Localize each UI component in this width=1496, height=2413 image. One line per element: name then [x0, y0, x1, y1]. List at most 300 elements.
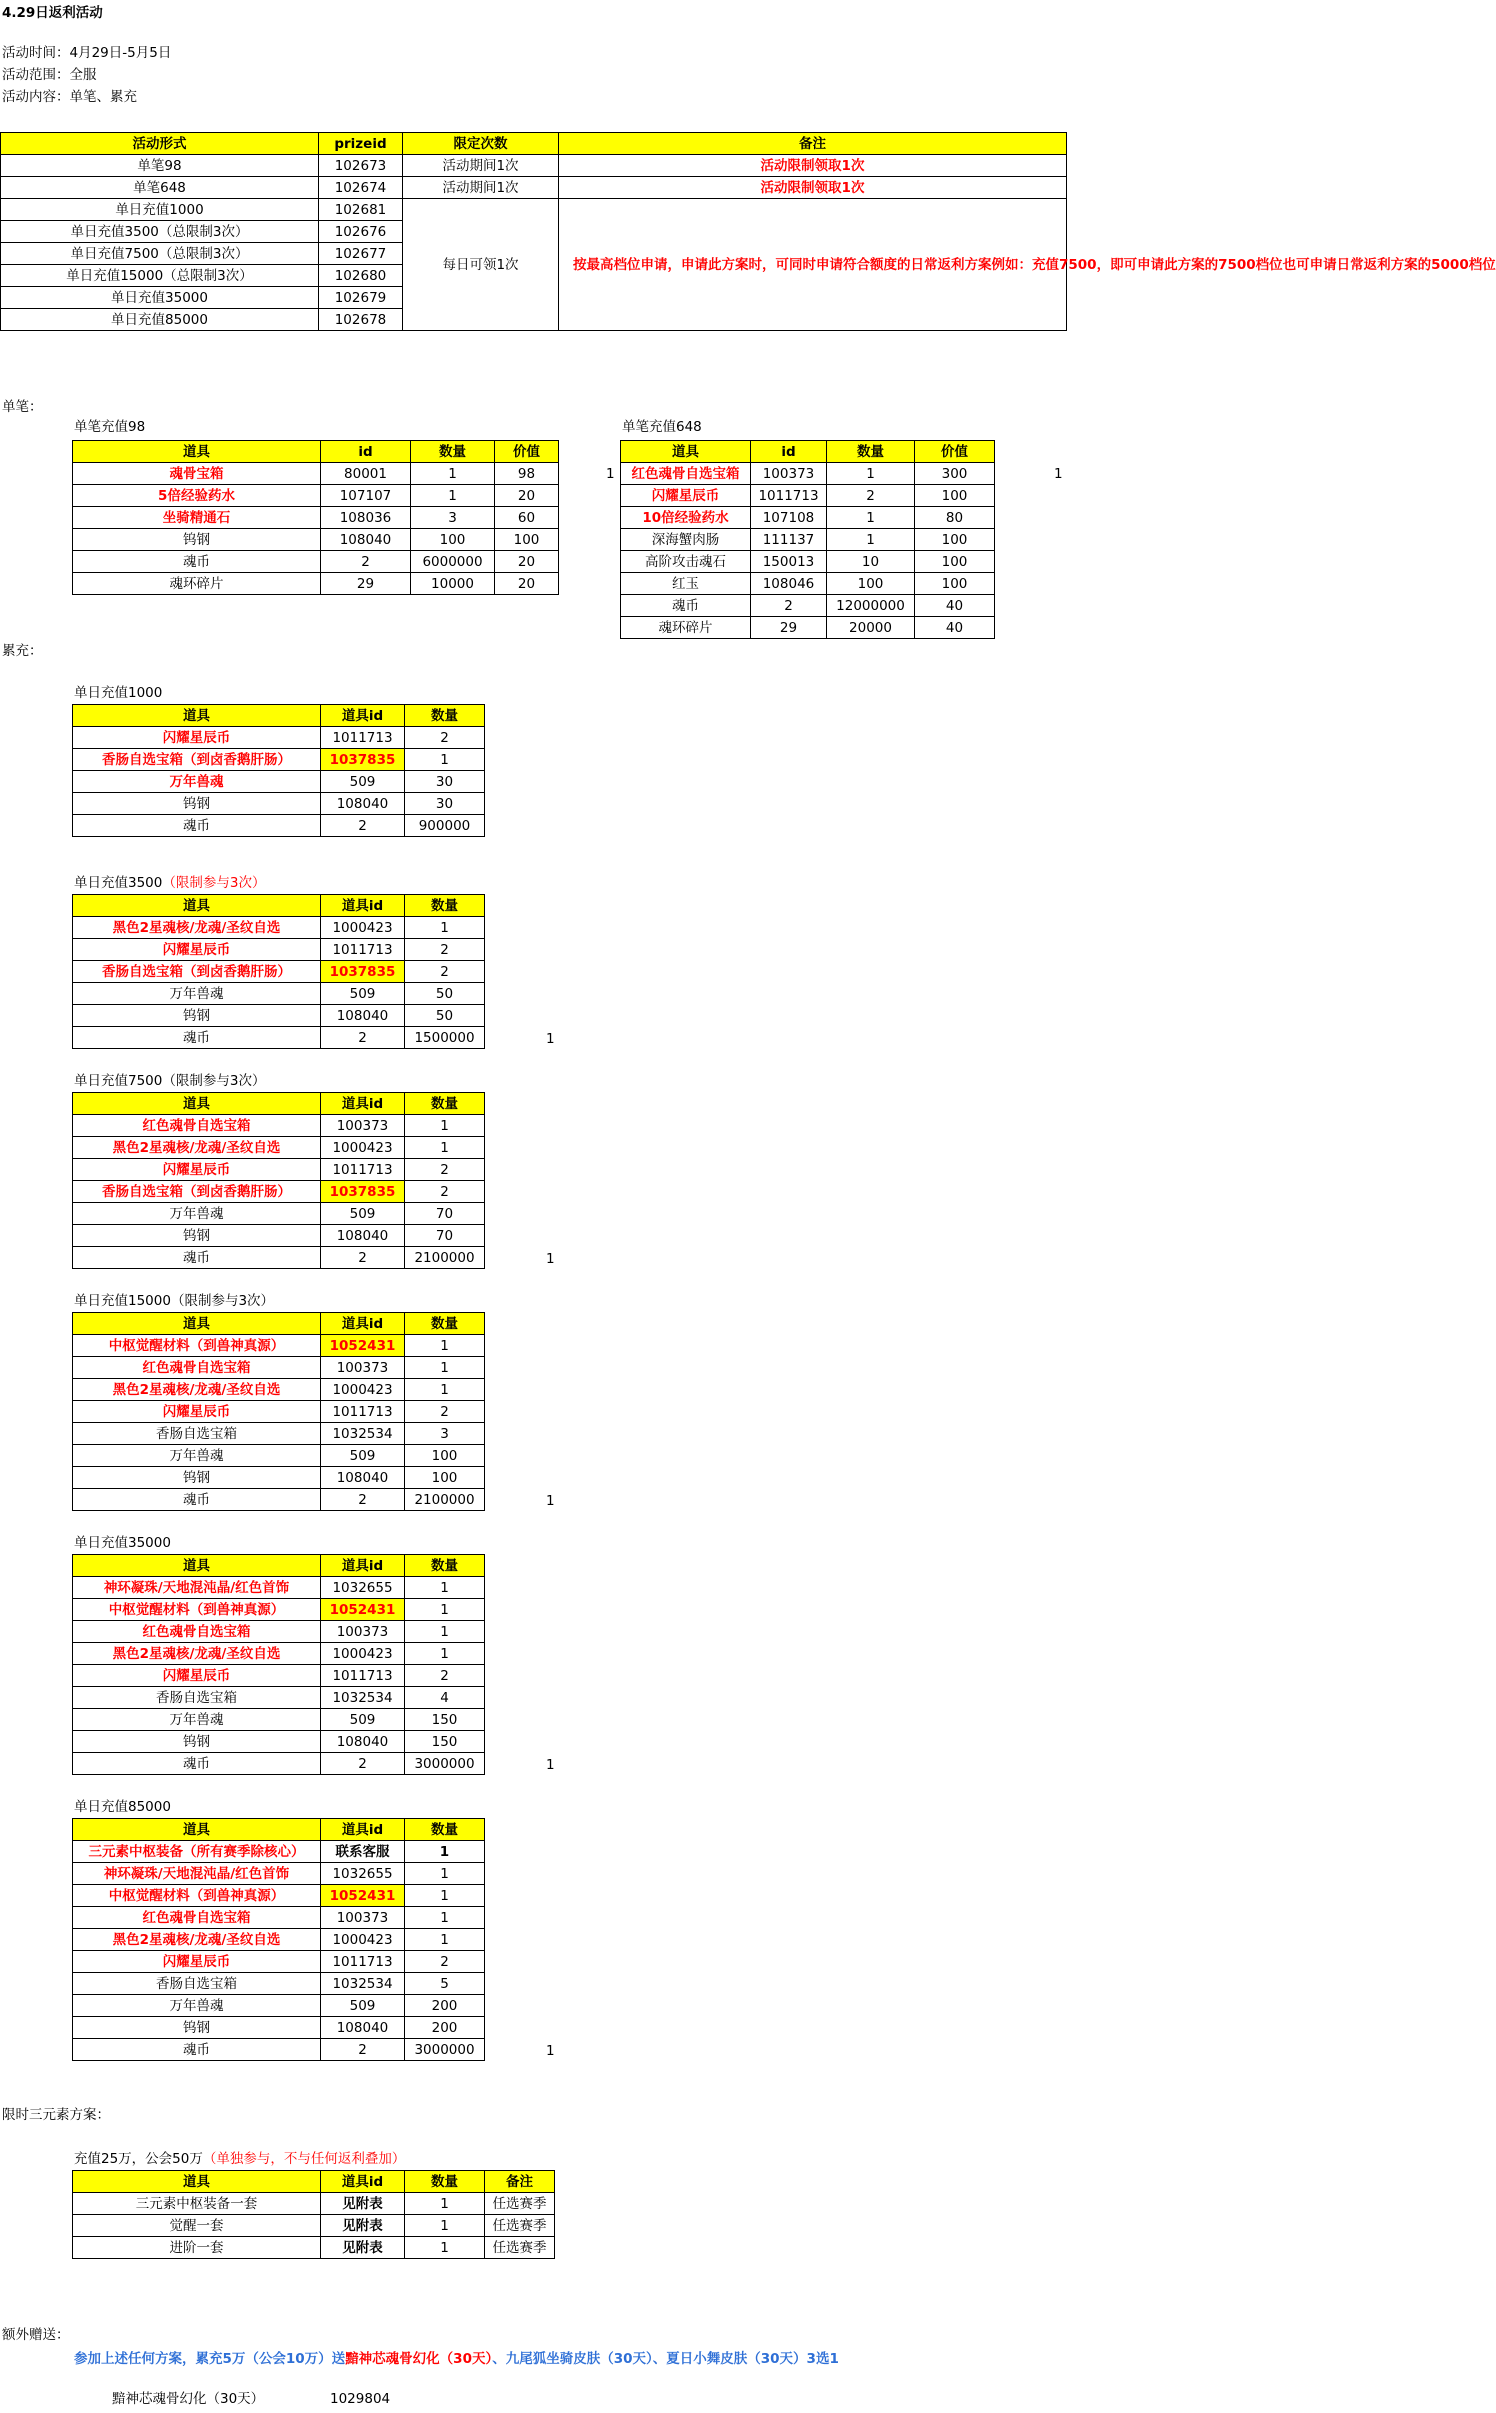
item-cell: 钨钢: [73, 1731, 321, 1753]
merged-limit-cell: 每日可领1次: [403, 199, 559, 331]
table-row: [621, 507, 995, 529]
note-cell: 任选赛季: [485, 2193, 555, 2215]
qty-cell: 2: [405, 1181, 485, 1203]
header-cell: 道具: [73, 1819, 321, 1841]
id-cell: 102674: [319, 177, 403, 199]
id-cell: 1037835: [321, 961, 405, 983]
table-row: [73, 1203, 485, 1225]
id-cell: 1000423: [321, 1137, 405, 1159]
value-cell: 40: [915, 617, 995, 639]
qty-cell: 2: [405, 1401, 485, 1423]
item-cell: 黑色2星魂核/龙魂/圣纹自选: [73, 1643, 321, 1665]
id-cell: 108040: [321, 793, 405, 815]
qty-cell: 1: [405, 1885, 485, 1907]
table-row: [1, 199, 1067, 221]
item-cell: 三元素中枢装备（所有赛季除核心）: [73, 1841, 321, 1863]
side-count: 1: [546, 1493, 555, 1509]
qty-cell: 3: [405, 1423, 485, 1445]
item-cell: 钨钢: [73, 1225, 321, 1247]
table-row: [73, 749, 485, 771]
value-cell: 100: [495, 529, 559, 551]
qty-cell: 2: [405, 727, 485, 749]
id-cell: 1032655: [321, 1863, 405, 1885]
qty-cell: 150: [405, 1709, 485, 1731]
id-cell: 102676: [319, 221, 403, 243]
gift-highlight: 黯神芯魂骨幻化（30天）: [345, 2351, 493, 2367]
item-cell: 10倍经验药水: [621, 507, 751, 529]
gift-prefix: 参加上述任何方案，累充5万（公会10万）送: [74, 2351, 346, 2367]
table-row: [73, 2193, 555, 2215]
table-row: [73, 771, 485, 793]
table-row: [73, 1247, 485, 1269]
table-header-row: [73, 895, 485, 917]
title-text: 充值25万，公会50万: [74, 2151, 203, 2167]
note-cell: 任选赛季: [485, 2215, 555, 2237]
qty-cell: 3000000: [405, 2039, 485, 2061]
item-cell: 钨钢: [73, 1005, 321, 1027]
item-cell: 万年兽魂: [73, 771, 321, 793]
value-cell: 60: [495, 507, 559, 529]
form-cell: 单笔648: [1, 177, 319, 199]
qty-cell: 4: [405, 1687, 485, 1709]
item-cell: 香肠自选宝箱: [73, 1423, 321, 1445]
id-cell: 1000423: [321, 1643, 405, 1665]
id-cell: 1032534: [321, 1973, 405, 1995]
id-cell: 100373: [321, 1115, 405, 1137]
id-cell: 100373: [321, 1907, 405, 1929]
table-row: [73, 1181, 485, 1203]
header-cell: 道具id: [321, 1093, 405, 1115]
item-cell: 香肠自选宝箱（到卤香鹅肝肠）: [73, 749, 321, 771]
table-row: [73, 1577, 485, 1599]
side-count: 1: [606, 466, 615, 482]
table-header-row: [621, 441, 995, 463]
qty-cell: 30: [405, 793, 485, 815]
item-cell: 闪耀星辰币: [73, 1665, 321, 1687]
qty-cell: 1: [405, 1335, 485, 1357]
item-cell: 中枢觉醒材料（到兽神真源）: [73, 1885, 321, 1907]
id-cell: 2: [321, 815, 405, 837]
header-cell: 数量: [405, 895, 485, 917]
value-cell: 20: [495, 551, 559, 573]
item-cell: 魂骨宝箱: [73, 463, 321, 485]
table-header-row: [73, 705, 485, 727]
id-cell: 108040: [321, 1225, 405, 1247]
header-cell: 道具: [73, 2171, 321, 2193]
id-cell: 100373: [321, 1621, 405, 1643]
id-cell: 2: [321, 1489, 405, 1511]
item-cell: 5倍经验药水: [73, 485, 321, 507]
item-cell: 红色魂骨自选宝箱: [73, 1357, 321, 1379]
value-cell: 20: [495, 485, 559, 507]
table-row: [73, 1159, 485, 1181]
table-row: [73, 1753, 485, 1775]
overview-table: [0, 132, 1496, 331]
table-row: [73, 1731, 485, 1753]
table-row: [73, 983, 485, 1005]
qty-cell: 1: [405, 1929, 485, 1951]
table-row: [621, 617, 995, 639]
item-cell: 钨钢: [73, 793, 321, 815]
id-cell: 见附表: [321, 2237, 405, 2259]
extra-gift-text: [74, 2350, 839, 2368]
id-cell: 102673: [319, 155, 403, 177]
header-cell: 数量: [405, 1313, 485, 1335]
header-cell: 活动形式: [1, 133, 319, 155]
qty-cell: 1: [405, 1137, 485, 1159]
item-cell: 魂币: [73, 1753, 321, 1775]
qty-cell: 50: [405, 983, 485, 1005]
table-row: [73, 793, 485, 815]
item-cell: 黑色2星魂核/龙魂/圣纹自选: [73, 1137, 321, 1159]
item-cell: 钨钢: [73, 1467, 321, 1489]
form-cell: 单日充值3500（总限制3次）: [1, 221, 319, 243]
item-cell: 钨钢: [73, 529, 321, 551]
item-cell: 坐骑精通石: [73, 507, 321, 529]
cum-7500-table: [72, 1092, 485, 1269]
id-cell: 509: [321, 1995, 405, 2017]
qty-cell: 1: [405, 2215, 485, 2237]
header-cell: 数量: [411, 441, 495, 463]
note-cell: 任选赛季: [485, 2237, 555, 2259]
header-cell: 道具id: [321, 895, 405, 917]
item-cell: 香肠自选宝箱: [73, 1973, 321, 1995]
table-row: [1, 177, 1067, 199]
limit-cell: 活动期间1次: [403, 155, 559, 177]
id-cell: 108040: [321, 1467, 405, 1489]
item-cell: 魂币: [73, 1489, 321, 1511]
id-cell: 150013: [751, 551, 827, 573]
form-cell: 单日充值1000: [1, 199, 319, 221]
id-cell: 108046: [751, 573, 827, 595]
id-cell: 1032534: [321, 1687, 405, 1709]
value-cell: 100: [915, 573, 995, 595]
table-title-98: 单笔充值98: [74, 419, 146, 435]
table-row: [73, 2215, 555, 2237]
page-title: 4.29日返利活动: [2, 5, 103, 21]
table-title-35000: 单日充值35000: [74, 1535, 171, 1551]
header-cell: 道具: [73, 1093, 321, 1115]
header-cell: 价值: [915, 441, 995, 463]
item-cell: 中枢觉醒材料（到兽神真源）: [73, 1335, 321, 1357]
table-row: [73, 1973, 485, 1995]
table-row: [73, 1005, 485, 1027]
header-cell: 备注: [485, 2171, 555, 2193]
table-row: [621, 463, 995, 485]
limit-cell: 活动期间1次: [403, 177, 559, 199]
table-row: [73, 1709, 485, 1731]
qty-cell: 1: [405, 1621, 485, 1643]
value-cell: 100: [915, 485, 995, 507]
table-row: [73, 2039, 485, 2061]
item-cell: 闪耀星辰币: [73, 1951, 321, 1973]
item-cell: 魂币: [73, 2039, 321, 2061]
item-cell: 红色魂骨自选宝箱: [73, 1621, 321, 1643]
qty-cell: 2: [405, 939, 485, 961]
qty-cell: 150: [405, 1731, 485, 1753]
item-cell: 万年兽魂: [73, 1203, 321, 1225]
item-cell: 闪耀星辰币: [73, 1159, 321, 1181]
qty-cell: 900000: [405, 815, 485, 837]
cum-3500-table: [72, 894, 485, 1049]
table-row: [73, 507, 559, 529]
form-cell: 单日充值15000（总限制3次）: [1, 265, 319, 287]
id-cell: 29: [321, 573, 411, 595]
cum-1000-table: [72, 704, 485, 837]
id-cell: 509: [321, 1709, 405, 1731]
item-cell: 魂环碎片: [621, 617, 751, 639]
table-row: [73, 1907, 485, 1929]
header-cell: 数量: [405, 1093, 485, 1115]
item-cell: 魂环碎片: [73, 573, 321, 595]
table-row: [73, 1841, 485, 1863]
limited-table: [72, 2170, 555, 2259]
table-header-row: [73, 1555, 485, 1577]
qty-cell: 2: [405, 1951, 485, 1973]
table-row: [73, 1027, 485, 1049]
table-row: [73, 1599, 485, 1621]
table-row: [73, 529, 559, 551]
qty-cell: 1: [405, 2237, 485, 2259]
header-cell: 道具: [73, 1313, 321, 1335]
table-title-85000: 单日充值85000: [74, 1799, 171, 1815]
table-row: [73, 1335, 485, 1357]
header-cell: 道具id: [321, 1555, 405, 1577]
qty-cell: 100: [405, 1445, 485, 1467]
value-cell: 80: [915, 507, 995, 529]
qty-cell: 70: [405, 1203, 485, 1225]
qty-cell: 100: [405, 1467, 485, 1489]
activity-scope: 活动范围：全服: [2, 67, 97, 83]
header-cell: 道具: [621, 441, 751, 463]
id-cell: 509: [321, 1203, 405, 1225]
item-cell: 进阶一套: [73, 2237, 321, 2259]
qty-cell: 1: [405, 749, 485, 771]
header-cell: 道具id: [321, 1819, 405, 1841]
table-row: [73, 815, 485, 837]
table-header-row: [73, 1819, 485, 1841]
header-cell: 数量: [405, 705, 485, 727]
side-count: 1: [546, 2043, 555, 2059]
extra-item-name: 黯神芯魂骨幻化（30天）: [112, 2391, 265, 2407]
id-cell: 见附表: [321, 2193, 405, 2215]
qty-cell: 6000000: [411, 551, 495, 573]
item-cell: 神环凝珠/天地混沌晶/红色首饰: [73, 1863, 321, 1885]
qty-cell: 200: [405, 2017, 485, 2039]
form-cell: 单笔98: [1, 155, 319, 177]
id-cell: 1037835: [321, 1181, 405, 1203]
header-cell: 道具id: [321, 2171, 405, 2193]
single-section-label: 单笔：: [2, 399, 43, 415]
id-cell: 108036: [321, 507, 411, 529]
qty-cell: 200: [405, 1995, 485, 2017]
qty-cell: 1: [827, 507, 915, 529]
item-cell: 红玉: [621, 573, 751, 595]
item-cell: 闪耀星辰币: [73, 939, 321, 961]
header-cell: 限定次数: [403, 133, 559, 155]
id-cell: 108040: [321, 529, 411, 551]
table-header-row: [73, 1093, 485, 1115]
qty-cell: 2: [827, 485, 915, 507]
qty-cell: 1: [405, 1841, 485, 1863]
id-cell: 102677: [319, 243, 403, 265]
table-row: [73, 1115, 485, 1137]
id-cell: 29: [751, 617, 827, 639]
id-cell: 102679: [319, 287, 403, 309]
table-header-row: [73, 2171, 555, 2193]
header-cell: 道具: [73, 705, 321, 727]
qty-cell: 2100000: [405, 1247, 485, 1269]
id-cell: 1052431: [321, 1599, 405, 1621]
item-cell: 红色魂骨自选宝箱: [73, 1907, 321, 1929]
form-cell: 单日充值35000: [1, 287, 319, 309]
table-row: [73, 1357, 485, 1379]
item-cell: 香肠自选宝箱（到卤香鹅肝肠）: [73, 961, 321, 983]
cum-85000-table: [72, 1818, 485, 2061]
item-cell: 魂币: [73, 1027, 321, 1049]
qty-cell: 3: [411, 507, 495, 529]
side-count: 1: [546, 1031, 555, 1047]
qty-cell: 1500000: [405, 1027, 485, 1049]
table-title-3500: [74, 874, 265, 892]
table-title-15000: 单日充值15000（限制参与3次）: [74, 1293, 275, 1309]
limited-title: [74, 2150, 405, 2168]
qty-cell: 50: [405, 1005, 485, 1027]
form-cell: 单日充值7500（总限制3次）: [1, 243, 319, 265]
table-row: [1, 155, 1067, 177]
item-cell: 香肠自选宝箱（到卤香鹅肝肠）: [73, 1181, 321, 1203]
table-row: [73, 1885, 485, 1907]
table-row: [73, 1665, 485, 1687]
qty-cell: 1: [405, 1357, 485, 1379]
qty-cell: 1: [827, 463, 915, 485]
table-row: [73, 485, 559, 507]
table-row: [73, 1621, 485, 1643]
table-row: [73, 1951, 485, 1973]
side-count: 1: [1054, 466, 1063, 482]
id-cell: 联系客服: [321, 1841, 405, 1863]
item-cell: 三元素中枢装备一套: [73, 2193, 321, 2215]
single-98-table: [72, 440, 559, 595]
item-cell: 钨钢: [73, 2017, 321, 2039]
qty-cell: 30: [405, 771, 485, 793]
id-cell: 1011713: [751, 485, 827, 507]
title-text: 单日充值3500: [74, 875, 163, 891]
id-cell: 80001: [321, 463, 411, 485]
id-cell: 1037835: [321, 749, 405, 771]
table-row: [73, 961, 485, 983]
id-cell: 2: [751, 595, 827, 617]
header-cell: id: [321, 441, 411, 463]
header-cell: 数量: [405, 2171, 485, 2193]
qty-cell: 1: [405, 917, 485, 939]
qty-cell: 1: [405, 1379, 485, 1401]
extra-item-id: 1029804: [330, 2391, 391, 2407]
value-cell: 40: [915, 595, 995, 617]
id-cell: 1052431: [321, 1885, 405, 1907]
qty-cell: 1: [405, 1907, 485, 1929]
qty-cell: 100: [411, 529, 495, 551]
table-row: [621, 551, 995, 573]
table-header-row: [73, 1313, 485, 1335]
id-cell: 108040: [321, 2017, 405, 2039]
table-title-648: 单笔充值648: [622, 419, 702, 435]
id-cell: 102681: [319, 199, 403, 221]
header-cell: 道具: [73, 441, 321, 463]
id-cell: 111137: [751, 529, 827, 551]
item-cell: 觉醒一套: [73, 2215, 321, 2237]
gift-suffix: 、九尾狐坐骑皮肤（30天）、夏日小舞皮肤（30天）3选1: [492, 2351, 839, 2367]
table-row: [73, 1137, 485, 1159]
header-cell: prizeid: [319, 133, 403, 155]
header-cell: 数量: [827, 441, 915, 463]
id-cell: 1011713: [321, 1159, 405, 1181]
item-cell: 神环凝珠/天地混沌晶/红色首饰: [73, 1577, 321, 1599]
qty-cell: 70: [405, 1225, 485, 1247]
item-cell: 红色魂骨自选宝箱: [621, 463, 751, 485]
activity-content: 活动内容：单笔、累充: [2, 89, 137, 105]
qty-cell: 2: [405, 1665, 485, 1687]
id-cell: 509: [321, 1445, 405, 1467]
item-cell: 魂币: [73, 551, 321, 573]
form-cell: 单日充值85000: [1, 309, 319, 331]
item-cell: 万年兽魂: [73, 1995, 321, 2017]
table-row: [73, 917, 485, 939]
item-cell: 高阶攻击魂石: [621, 551, 751, 573]
table-row: [73, 1401, 485, 1423]
table-row: [73, 1995, 485, 2017]
table-row: [73, 551, 559, 573]
id-cell: 1000423: [321, 1929, 405, 1951]
table-row: [73, 1489, 485, 1511]
id-cell: 108040: [321, 1005, 405, 1027]
table-row: [621, 573, 995, 595]
item-cell: 魂币: [621, 595, 751, 617]
table-header-row: [73, 441, 559, 463]
qty-cell: 2: [405, 1159, 485, 1181]
table-row: [73, 1643, 485, 1665]
id-cell: 1000423: [321, 1379, 405, 1401]
value-cell: 100: [915, 529, 995, 551]
header-cell: id: [751, 441, 827, 463]
qty-cell: 100: [827, 573, 915, 595]
id-cell: 102680: [319, 265, 403, 287]
table-row: [73, 2237, 555, 2259]
qty-cell: 1: [405, 1599, 485, 1621]
header-cell: 数量: [405, 1555, 485, 1577]
header-cell: 道具: [73, 895, 321, 917]
item-cell: 中枢觉醒材料（到兽神真源）: [73, 1599, 321, 1621]
item-cell: 香肠自选宝箱: [73, 1687, 321, 1709]
single-648-table: [620, 440, 995, 639]
header-cell: 备注: [559, 133, 1067, 155]
item-cell: 魂币: [73, 1247, 321, 1269]
item-cell: 黑色2星魂核/龙魂/圣纹自选: [73, 1929, 321, 1951]
qty-cell: 1: [827, 529, 915, 551]
header-cell: 道具id: [321, 1313, 405, 1335]
qty-cell: 2: [405, 961, 485, 983]
cum-15000-table: [72, 1312, 485, 1511]
value-cell: 98: [495, 463, 559, 485]
limited-section-label: 限时三元素方案：: [2, 2107, 110, 2123]
item-cell: 魂币: [73, 815, 321, 837]
id-cell: 见附表: [321, 2215, 405, 2237]
item-cell: 闪耀星辰币: [73, 727, 321, 749]
table-row: [73, 1929, 485, 1951]
item-cell: 黑色2星魂核/龙魂/圣纹自选: [73, 917, 321, 939]
qty-cell: 10: [827, 551, 915, 573]
table-row: [73, 727, 485, 749]
